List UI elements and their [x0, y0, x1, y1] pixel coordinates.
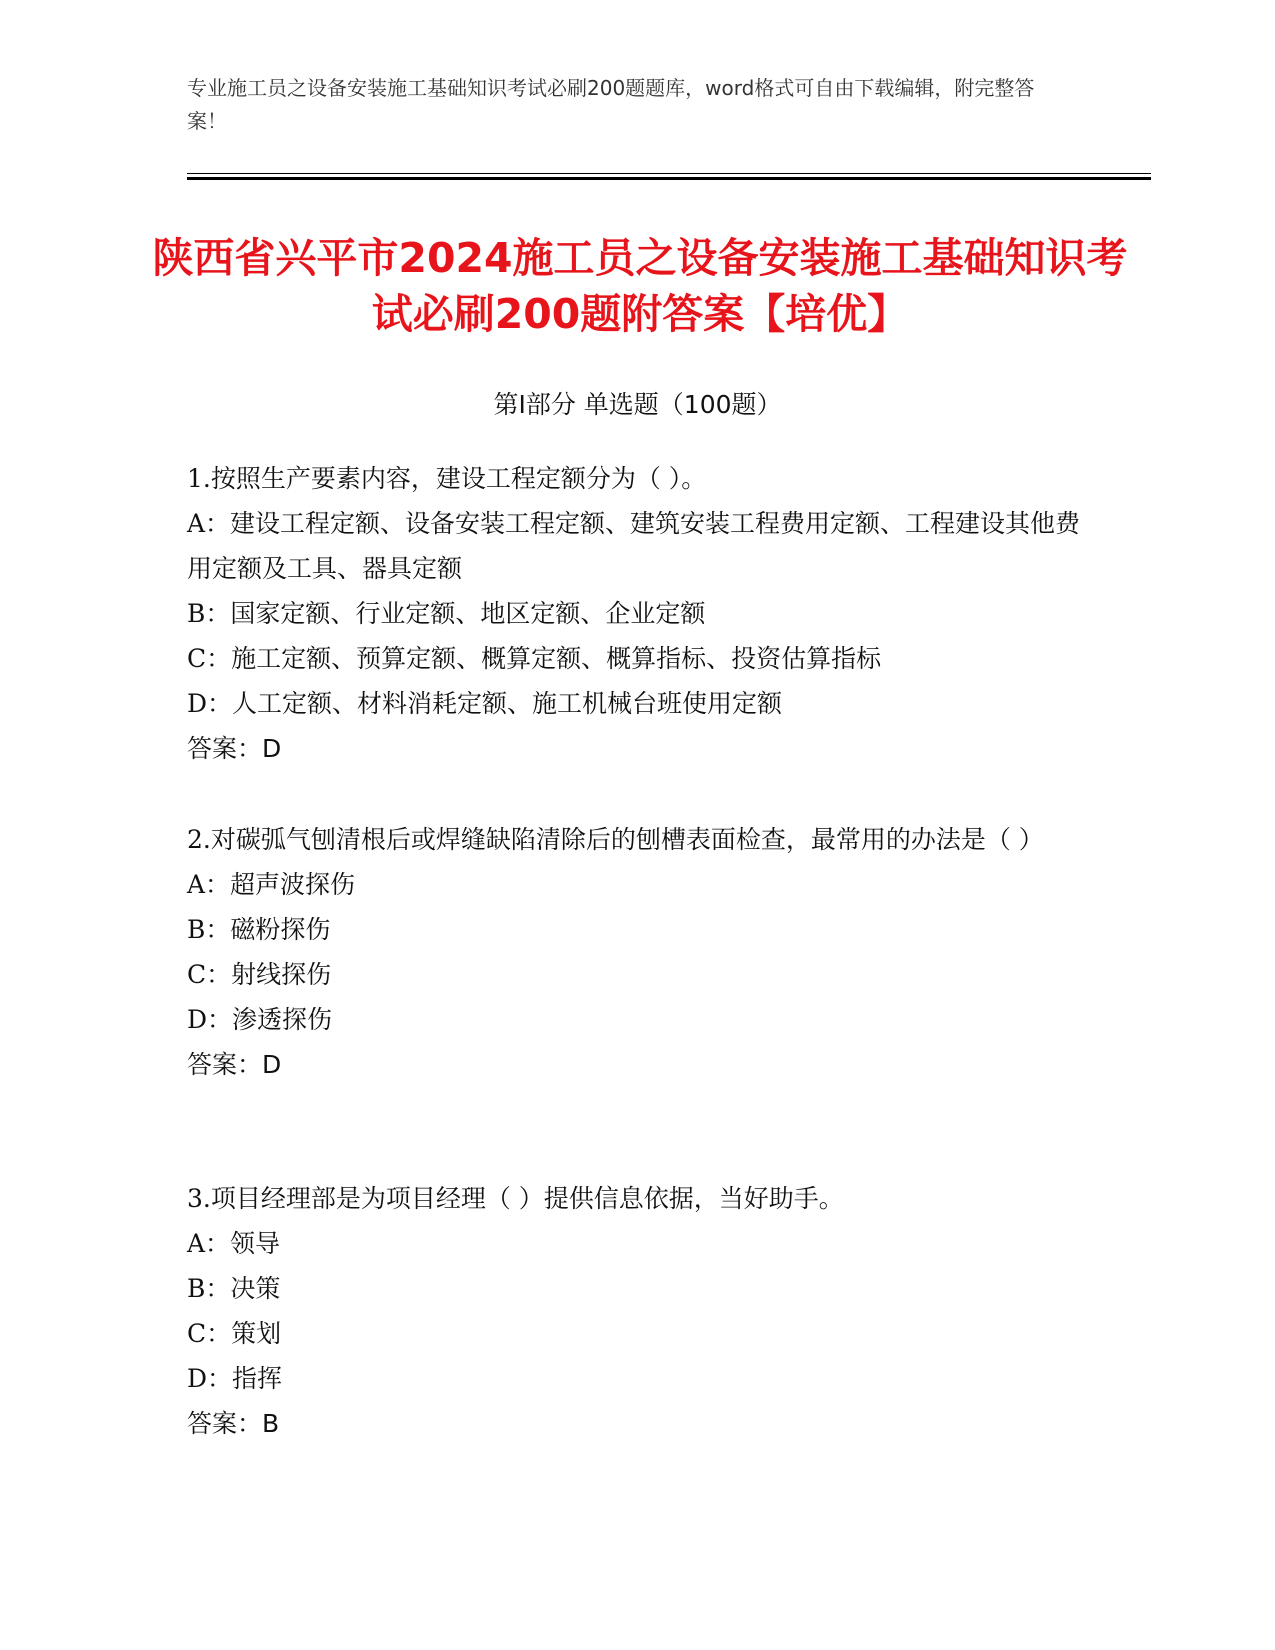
- header-note: 专业施工员之设备安装施工基础知识考试必刷200题题库，word格式可自由下载编辑，附完整答案！: [187, 76, 1035, 133]
- option-c: C：施工定额、预算定额、概算定额、概算指标、投资估算指标: [187, 644, 882, 673]
- answer-line: 答案：B: [187, 1409, 280, 1438]
- option-b: B：磁粉探伤: [187, 915, 331, 944]
- option-d: D：渗透探伤: [187, 1005, 333, 1034]
- document-title: 陕西省兴平市2024施工员之设备安装施工基础知识考试必刷200题附答案【培优】: [152, 234, 1128, 338]
- option-c: C：策划: [187, 1319, 282, 1348]
- option-c: C：射线探伤: [187, 960, 332, 989]
- answer-line: 答案：D: [187, 734, 282, 763]
- option-d: D：指挥: [187, 1364, 283, 1393]
- question-stem: 1.按照生产要素内容，建设工程定额分为（ ）。: [187, 464, 707, 493]
- header-divider-thin: [187, 173, 1151, 174]
- question-1: [187, 456, 1087, 771]
- option-a: A：建设工程定额、设备安装工程定额、建筑安装工程费用定额、工程建设其他费用定额及工具、器具定额: [187, 509, 1081, 583]
- question-3: [187, 1176, 1087, 1446]
- option-b: B：决策: [187, 1274, 281, 1303]
- option-a: A：领导: [187, 1229, 281, 1258]
- header-divider-thick: [187, 177, 1151, 180]
- option-b: B：国家定额、行业定额、地区定额、企业定额: [187, 599, 706, 628]
- section-title: 第I部分 单选题（100题）: [493, 390, 782, 419]
- question-stem: 2.对碳弧气刨清根后或焊缝缺陷清除后的刨槽表面检查，最常用的办法是（ ）: [187, 825, 1044, 854]
- question-stem: 3.项目经理部是为项目经理（ ）提供信息依据，当好助手。: [187, 1184, 844, 1213]
- option-d: D：人工定额、材料消耗定额、施工机械台班使用定额: [187, 689, 783, 718]
- answer-line: 答案：D: [187, 1050, 282, 1079]
- question-2: [187, 817, 1087, 1087]
- option-a: A：超声波探伤: [187, 870, 356, 899]
